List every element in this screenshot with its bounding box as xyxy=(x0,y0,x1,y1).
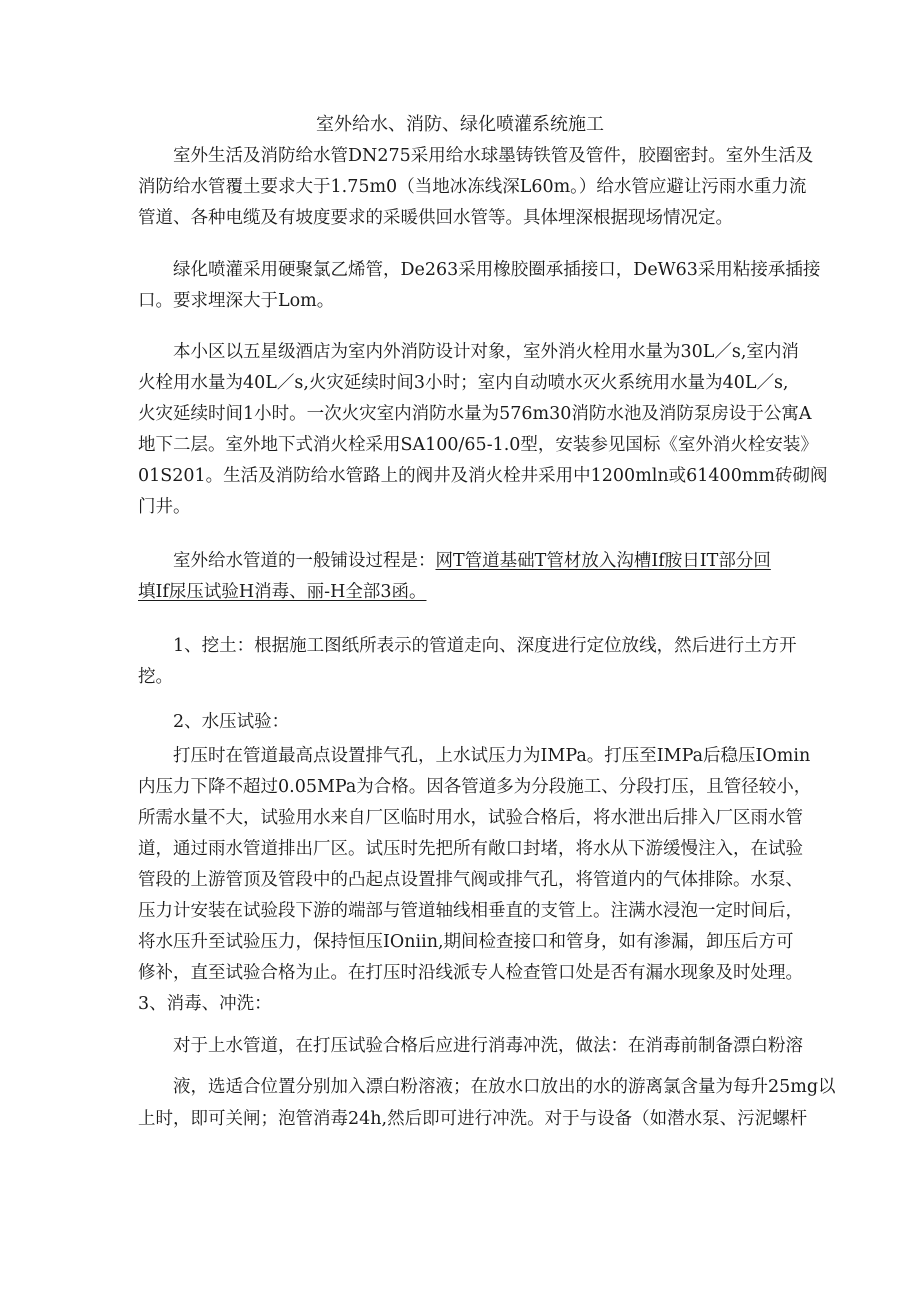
text-line: 道，通过雨水管道排出厂区。试压时先把所有敞口封堵，将水从下游缓慢注入，在试验 xyxy=(138,839,803,859)
text-span: 室外给水管道的一般铺设过程是： xyxy=(173,551,436,571)
text-line: 上时，即可关闸；泡管消毒24h,然后即可进行冲洗。对于与设备（如潜水泵、污泥螺杆 xyxy=(138,1109,808,1129)
text-line: 口。要求埋深大于Lom。 xyxy=(138,291,335,311)
text-line: 所需水量不大，试验用水来自厂区临时用水，试验合格后，将水泄出后排入厂区雨水管 xyxy=(138,808,803,828)
text-line: 挖。 xyxy=(138,667,173,687)
text-line: 室外生活及消防给水管DN275采用给水球墨铸铁管及管件，胶圈密封。室外生活及 xyxy=(173,146,814,166)
text-line: 火栓用水量为40L／s,火灾延续时间3小时；室内自动喷水灭火系统用水量为40L／s, xyxy=(138,373,789,393)
text-line: 内压力下降不超过0.05MPa为合格。因各管道多为分段施工、分段打压，且管径较小， xyxy=(138,777,812,797)
text-line: 火灾延续时间1小时。一次火灾室内消防水量为576m30消防水池及消防泵房设于公寓A xyxy=(138,404,812,424)
text-line: 3、消毒、冲洗： xyxy=(138,994,272,1014)
text-line: 地下二层。室外地下式消火栓采用SA100/65-1.0型，安装参见国标《室外消火栓安装》 xyxy=(138,435,818,455)
text-line: 压力计安装在试验段下游的端部与管道轴线相垂直的支管上。注满水浸泡一定时间后， xyxy=(138,901,803,921)
text-line: 管段的上游管顶及管段中的凸起点设置排气阀或排气孔，将管道内的气体排除。水泵、 xyxy=(138,870,803,890)
text-line: 将水压升至试验压力，保持恒压IOniin,期间检查接口和管身，如有渗漏，卸压后方可 xyxy=(138,932,794,952)
text-line: 绿化喷灌采用硬聚氯乙烯管，De263采用橡胶圈承插接口，DeW63采用粘接承插接 xyxy=(173,260,821,280)
text-line: 01S201。生活及消防给水管路上的阀井及消火栓井采用中1200mln或61400mm砖砌阀 xyxy=(138,466,828,486)
text-line: 管道、各种电缆及有坡度要求的采暖供回水管等。具体埋深根据现场情况定。 xyxy=(138,208,733,228)
text-line: 门井。 xyxy=(138,497,191,517)
text-line xyxy=(173,546,771,576)
text-line: 1、挖土：根据施工图纸所表示的管道走向、深度进行定位放线，然后进行土方开 xyxy=(173,636,797,656)
underlined-process-text: 填If尿压试验H消毒、丽-H全部3函。 xyxy=(138,582,427,602)
underlined-process-text: 网T管道基础T管材放入沟槽If胺日IT部分回 xyxy=(435,551,771,571)
text-line: 打压时在管道最高点设置排气孔，上水试压力为IMPa。打压至IMPa后稳压IOmin xyxy=(173,746,811,766)
text-line: 本小区以五星级酒店为室内外消防设计对象，室外消火栓用水量为30L／s,室内消 xyxy=(173,342,799,362)
text-line: 液，选适合位置分别加入漂白粉溶液；在放水口放出的水的游离氯含量为每升25mg以 xyxy=(173,1077,836,1097)
section-heading: 对于上水管道，在打压试验合格后应进行消毒冲洗，做法：在消毒前制备漂白粉溶 xyxy=(173,1036,803,1056)
page-title: 室外给水、消防、绿化喷灌系统施工 xyxy=(316,114,604,135)
text-line: 消防给水管覆土要求大于1.75m0（当地冰冻线深L60m。）给水管应避让污雨水重力流 xyxy=(138,177,807,197)
text-line: 修补，直至试验合格为止。在打压时沿线派专人检查管口处是否有漏水现象及时处理。 xyxy=(138,963,803,983)
section-heading: 2、水压试验： xyxy=(173,712,290,732)
